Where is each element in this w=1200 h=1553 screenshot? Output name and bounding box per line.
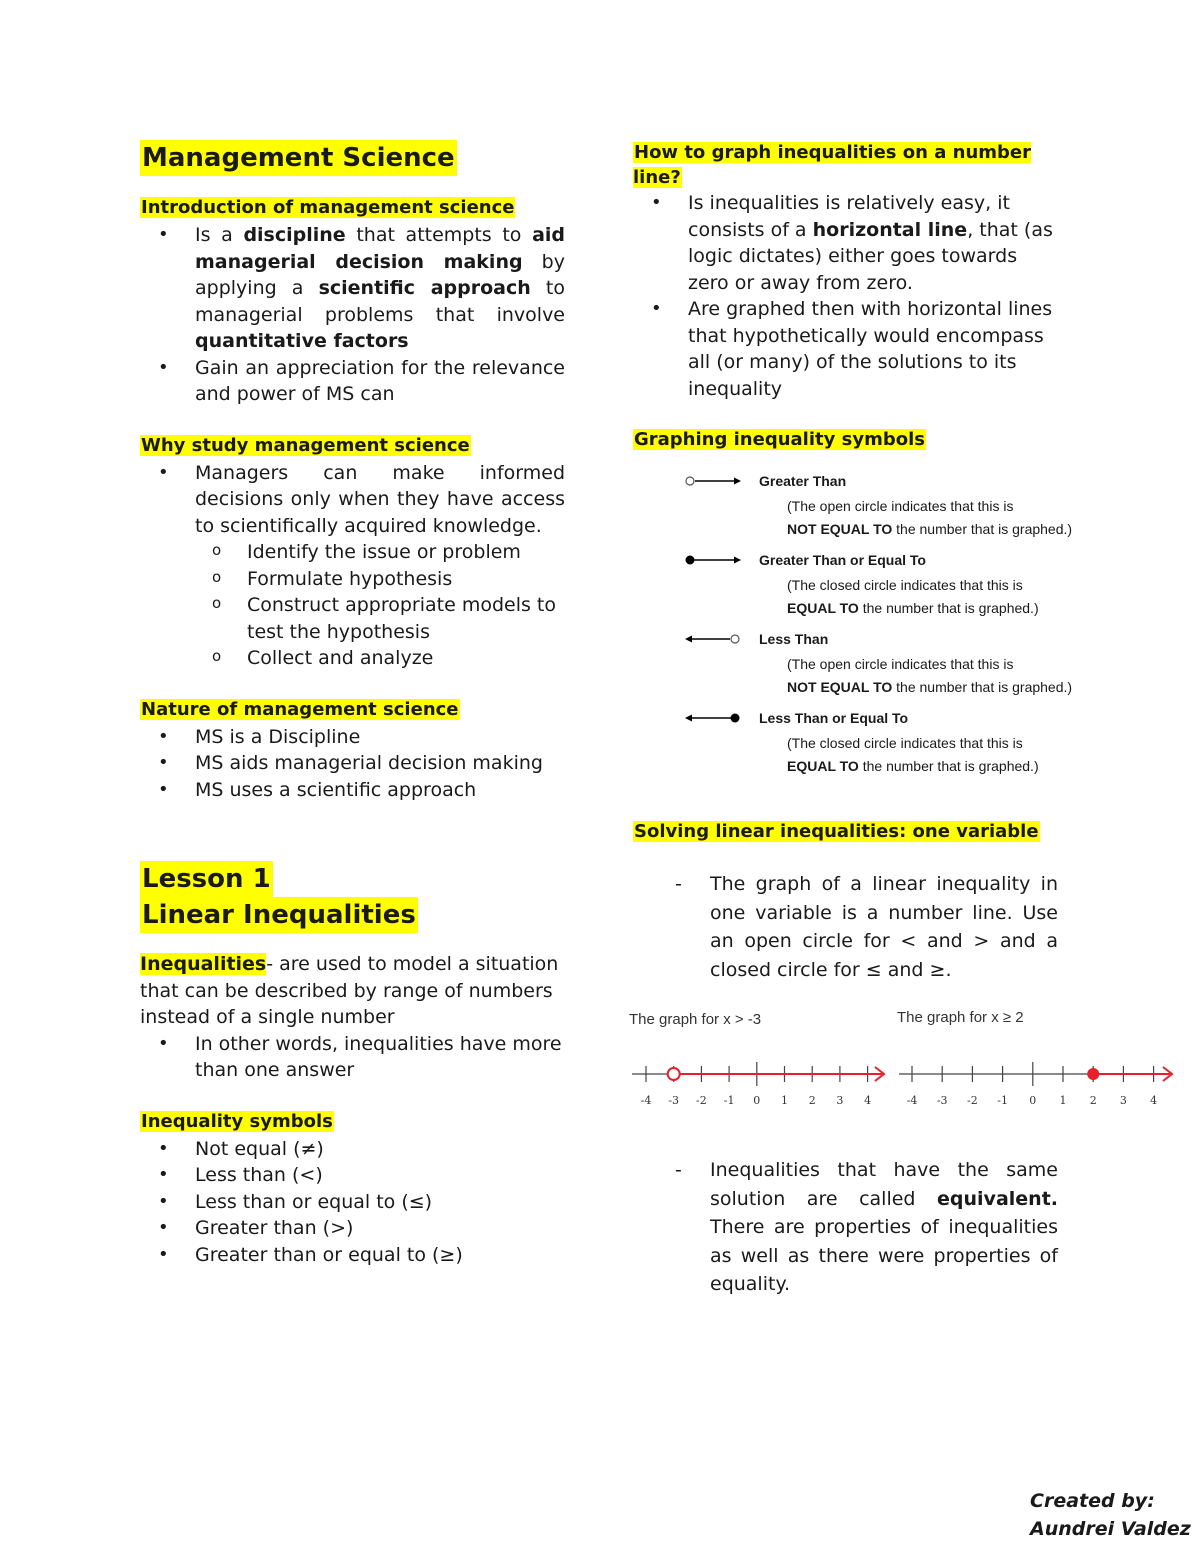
symbol-label: Greater Than or Equal To xyxy=(759,552,926,568)
right-column xyxy=(633,140,1103,984)
lesson-number: Lesson 1 xyxy=(140,861,273,897)
symbol-label: Less Than xyxy=(759,631,829,647)
inequalities-term: Inequalities xyxy=(140,953,267,975)
graphing-heading: Graphing inequality symbols xyxy=(634,429,925,450)
nature-item: • MS aids managerial decision making xyxy=(195,750,565,777)
tick-label: 4 xyxy=(864,1094,872,1107)
intro-section xyxy=(140,196,565,408)
solving-heading: Solving linear inequalities: one variable xyxy=(634,821,1039,842)
closed-circle-right-arrow-icon xyxy=(683,551,743,569)
why-section xyxy=(140,434,565,672)
tick-label: 0 xyxy=(753,1094,761,1107)
solving-section xyxy=(633,820,1103,844)
tick-label: -4 xyxy=(640,1094,652,1107)
symbol-note: (The open circle indicates that this is NOT EQUAL TO the number that is graphed.) xyxy=(787,656,1073,695)
why-sub-item: o Identify the issue or problem xyxy=(247,539,565,566)
tick-label: -4 xyxy=(906,1094,918,1107)
intro-text-segment: that attempts to xyxy=(345,224,533,246)
credit-label: Created by: xyxy=(1030,1490,1155,1512)
nature-section xyxy=(140,698,565,804)
how-heading: How to graph inequalities on a number line? xyxy=(633,142,1031,188)
left-column xyxy=(140,140,565,1268)
intro-text-segment: aid managerial decision making xyxy=(195,224,565,273)
tick-label: 2 xyxy=(808,1094,816,1107)
open-circle-right-arrow-icon xyxy=(683,472,743,490)
tick-label: 2 xyxy=(1089,1094,1097,1107)
intro-heading: Introduction of management science xyxy=(141,197,515,218)
intro-bullet-2: • Gain an appreciation for the relevance and power of MS can xyxy=(195,355,565,408)
tick-label: -1 xyxy=(723,1094,735,1107)
symbol-item: • Less than (<) xyxy=(195,1162,565,1189)
symbol-item: • Greater than (>) xyxy=(195,1215,565,1242)
intro-rich-text xyxy=(195,224,565,352)
tick-label: -2 xyxy=(967,1094,978,1107)
symbol-note: (The closed circle indicates that this is EQUAL TO the number that is graphed.) xyxy=(787,577,1039,616)
tick-label: 4 xyxy=(1150,1094,1158,1107)
graph1-caption: The graph for x > -3 xyxy=(629,1011,762,1028)
symbol-item: • Less than or equal to (≤) xyxy=(195,1189,565,1216)
open-circle-left-arrow-icon xyxy=(683,630,743,648)
symbol-greater-than-or-equal xyxy=(633,551,1103,630)
why-sub-item: o Formulate hypothesis xyxy=(247,566,565,593)
tick-label: 1 xyxy=(781,1094,788,1107)
intro-text-segment: to managerial problems that involve xyxy=(195,277,565,326)
graph2-caption: The graph for x ≥ 2 xyxy=(897,1009,1024,1026)
symbol-note: (The closed circle indicates that this is EQUAL TO the number that is graphed.) xyxy=(787,735,1039,774)
solving-section-2 xyxy=(633,1156,1103,1299)
why-sub-item: o Collect and analyze xyxy=(247,645,565,672)
page-title: Management Science xyxy=(140,140,457,176)
symbol-note: (The open circle indicates that this is NOT EQUAL TO the number that is graphed.) xyxy=(787,498,1073,537)
symbols-section xyxy=(140,1110,565,1269)
intro-text-segment: discipline xyxy=(243,224,346,246)
how-bullet-1: • Is inequalities is relatively easy, it consists of a horizontal line, that (as logic dictates) either goes towards zero or away from zero. xyxy=(688,190,1058,296)
solving-point-1: - The graph of a linear inequality in one variable is a number line. Use an open circle for < and > and a closed circle for ≤ and ≥. xyxy=(710,870,1058,984)
lesson-title xyxy=(140,861,565,933)
symbol-label: Greater Than xyxy=(759,473,847,489)
nature-heading: Nature of management science xyxy=(141,698,459,720)
intro-text-segment: Is a xyxy=(195,224,244,246)
intro-text-segment: by applying a xyxy=(195,250,565,299)
symbols-heading: Inequality symbols xyxy=(141,1110,333,1132)
why-bullet-1: • Managers can make informed decisions only when they have access to scientifically acquired knowledge. xyxy=(195,460,565,540)
symbol-less-than xyxy=(633,630,1103,709)
how-section xyxy=(633,140,1043,190)
inequalities-section xyxy=(140,951,565,1084)
tick-label: -3 xyxy=(668,1094,680,1107)
inequalities-bullet: • In other words, inequalities have more than one answer xyxy=(195,1031,565,1084)
closed-point-icon xyxy=(1087,1068,1099,1080)
nature-item: • MS uses a scientific approach xyxy=(195,777,565,804)
symbol-label: Less Than or Equal To xyxy=(759,710,909,726)
nature-item: • MS is a Discipline xyxy=(195,724,565,751)
why-heading: Why study management science xyxy=(141,434,470,456)
intro-bullet-1 xyxy=(195,222,565,355)
symbol-less-than-or-equal xyxy=(633,709,1103,788)
intro-text-segment: scientific approach xyxy=(318,277,531,299)
symbol-item: • Greater than or equal to (≥) xyxy=(195,1242,565,1269)
tick-label: -3 xyxy=(936,1094,948,1107)
tick-label: 1 xyxy=(1059,1094,1067,1107)
symbol-item: • Not equal (≠) xyxy=(195,1136,565,1163)
intro-text-segment: quantitative factors xyxy=(195,330,409,352)
open-point-icon xyxy=(668,1068,680,1080)
tick-label: 3 xyxy=(836,1094,844,1107)
tick-label: 3 xyxy=(1119,1094,1127,1107)
inequalities-definition: Inequalities- are used to model a situation that can be described by range of numbers instead of a single number xyxy=(140,953,559,1028)
number-line-graph-1 xyxy=(628,1054,892,1110)
how-bullet-2: • Are graphed then with horizontal lines that hypothetically would encompass all (or many) of the solutions to its inequality xyxy=(688,296,1058,402)
closed-circle-left-arrow-icon xyxy=(683,709,743,727)
author-credit xyxy=(1030,1487,1191,1543)
graphing-symbol-list xyxy=(633,472,1103,788)
solving-point-2: - Inequalities that have the same solution are called equivalent. There are properties of inequalities as well as there were properties of equality. xyxy=(710,1156,1058,1299)
tick-label: -1 xyxy=(997,1094,1008,1107)
why-sub-item: o Construct appropriate models to test the hypothesis xyxy=(247,592,565,645)
credit-name: Aundrei Valdez xyxy=(1030,1518,1191,1540)
symbol-greater-than xyxy=(633,472,1103,551)
tick-label: -2 xyxy=(696,1094,707,1107)
tick-label: 0 xyxy=(1029,1094,1037,1107)
lesson-name: Linear Inequalities xyxy=(140,897,418,933)
graphing-section xyxy=(633,428,1103,452)
number-line-graph-2 xyxy=(895,1054,1180,1110)
